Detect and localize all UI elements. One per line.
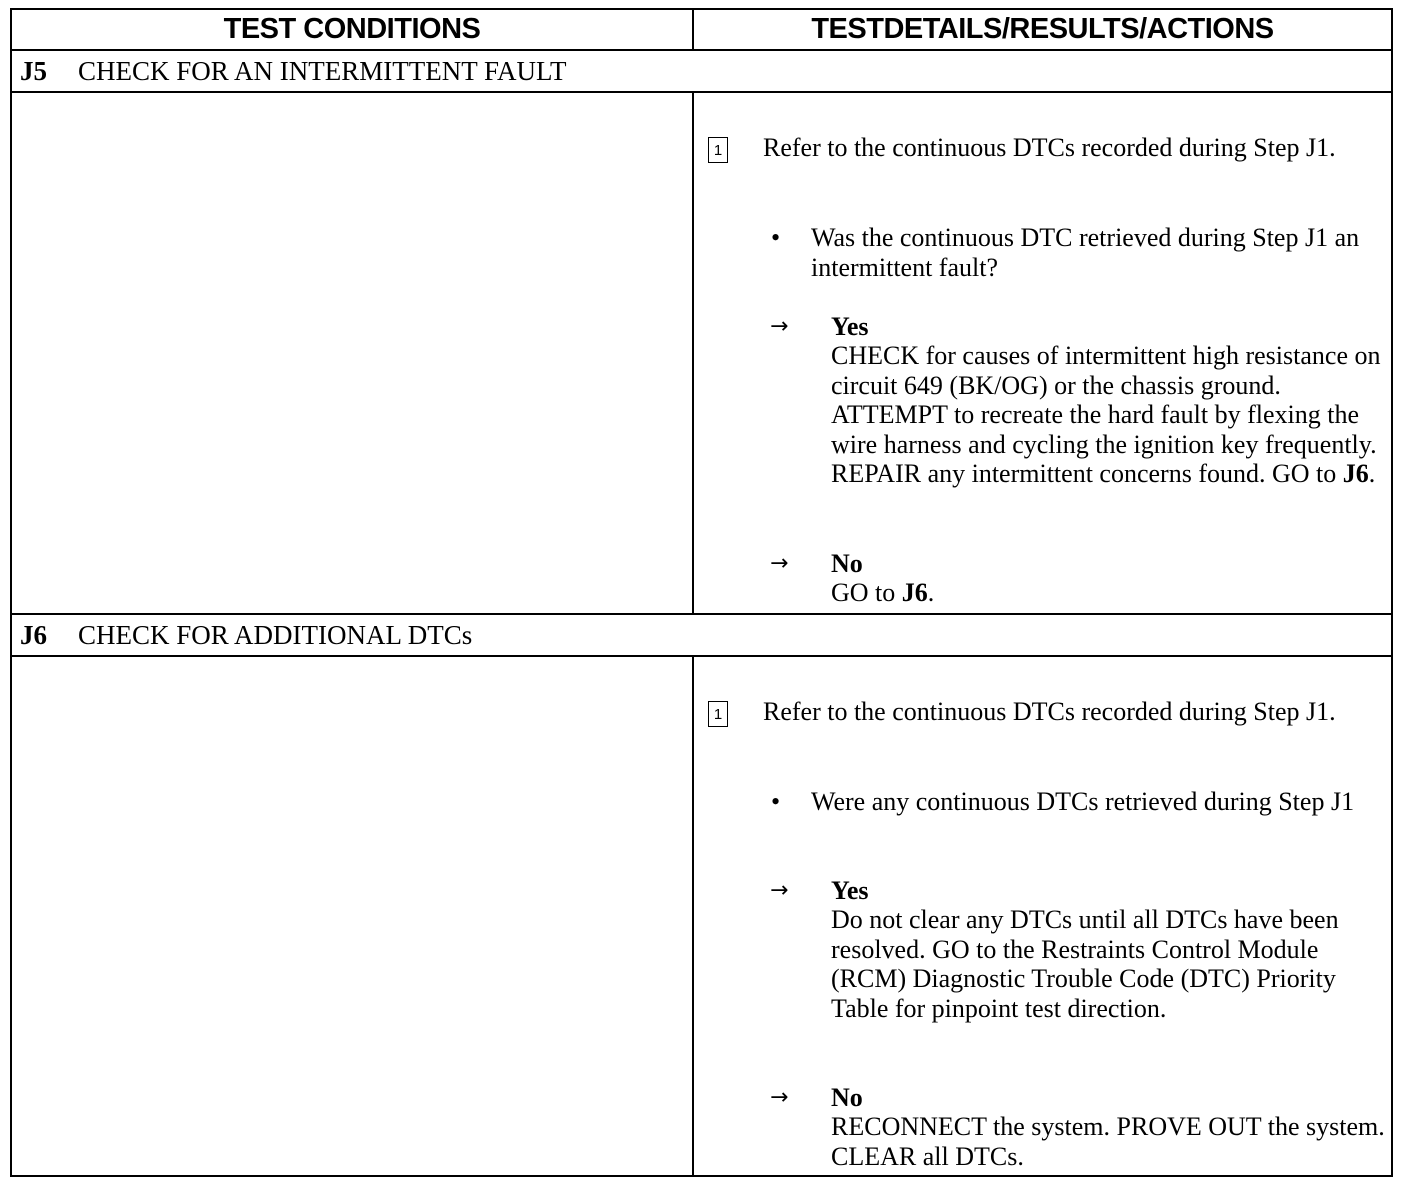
step-title-text: CHECK FOR AN INTERMITTENT FAULT — [78, 55, 567, 86]
step-title-j5 — [20, 51, 567, 91]
step-id: J5 — [20, 55, 47, 86]
arrow-right-icon: → — [770, 314, 789, 339]
yes-label: Yes — [831, 312, 869, 341]
step-title-j6 — [20, 615, 472, 655]
arrow-right-icon: → — [770, 878, 789, 903]
bullet-icon: • — [771, 787, 781, 816]
step-number-box: 1 — [708, 701, 728, 727]
instruction-text: Refer to the continuous DTCs recorded during Step J1. — [763, 697, 1336, 726]
step-number-box: 1 — [708, 137, 728, 163]
diagnostic-table — [10, 8, 1393, 1177]
no-action-text: GO to J6. — [831, 578, 935, 607]
question-text: Were any continuous DTCs retrieved during Step J1 — [811, 787, 1355, 816]
arrow-right-icon: → — [770, 551, 789, 576]
arrow-right-icon: → — [770, 1085, 789, 1110]
instruction-text: Refer to the continuous DTCs recorded during Step J1. — [763, 133, 1336, 162]
test-conditions-cell-j6 — [12, 657, 692, 1177]
goto-link-j6[interactable]: J6 — [1342, 459, 1369, 488]
bullet-icon: • — [771, 223, 781, 252]
test-conditions-cell-j5 — [12, 93, 692, 613]
no-label: No — [831, 549, 863, 578]
yes-label: Yes — [831, 876, 869, 905]
column-divider — [692, 10, 694, 49]
goto-link-j6[interactable]: J6 — [901, 578, 928, 607]
no-action-text: RECONNECT the system. PROVE OUT the system. CLEAR all DTCs. — [831, 1112, 1385, 1171]
header-test-conditions: TEST CONDITIONS — [223, 13, 481, 45]
yes-action-text: CHECK for causes of intermittent high resistance on circuit 649 (BK/OG) or the chassis ground. ATTEMPT to recreate the hard fault by flexing the wire harness and cycling the ignition key frequently. REPAIR any intermittent concerns found. GO to J6. — [831, 341, 1381, 488]
step-title-text: CHECK FOR ADDITIONAL DTCs — [78, 619, 473, 650]
test-details-cell-j6 — [694, 657, 1391, 1177]
question-text: Was the continuous DTC retrieved during Step J1 an intermittent fault? — [811, 223, 1360, 282]
no-label: No — [831, 1083, 863, 1112]
test-details-cell-j5 — [694, 93, 1391, 613]
yes-action-text: Do not clear any DTCs until all DTCs have been resolved. GO to the Restraints Control Module (RCM) Diagnostic Trouble Code (DTC) Priority Table for pinpoint test direction. — [831, 905, 1339, 1023]
step-id: J6 — [20, 619, 47, 650]
header-test-details: TESTDETAILS/RESULTS/ACTIONS — [811, 13, 1274, 45]
